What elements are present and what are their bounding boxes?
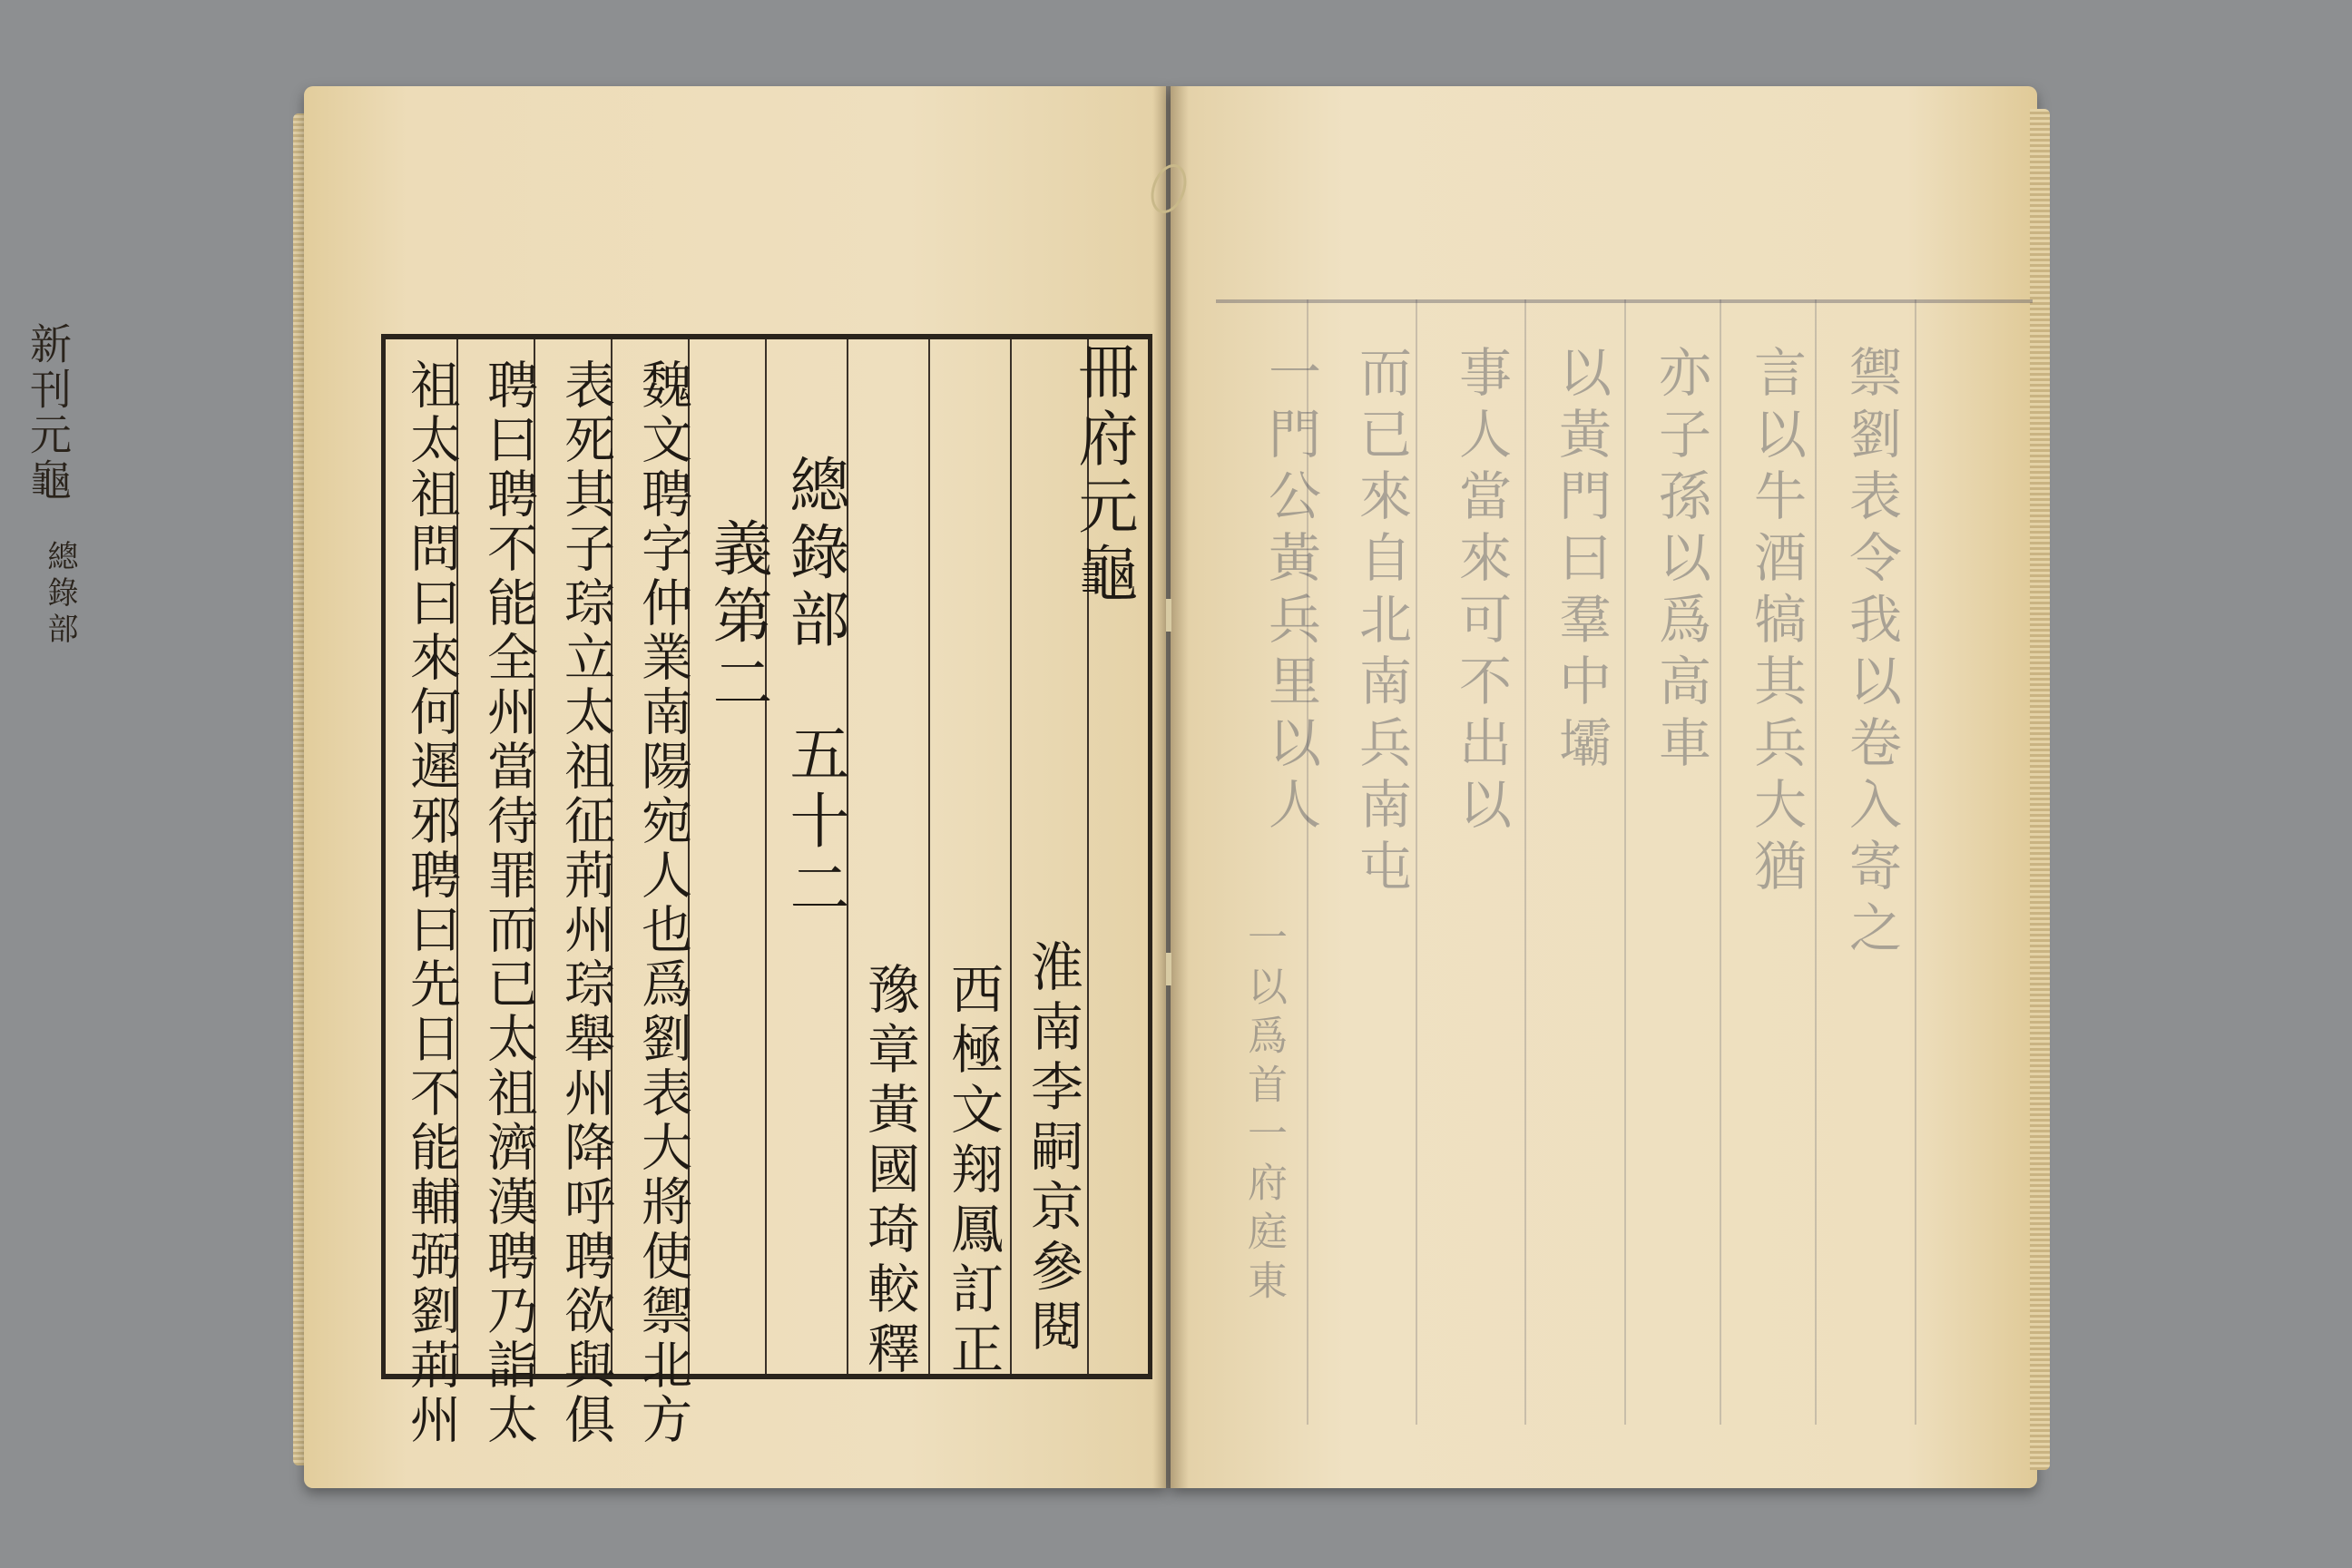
chapter-heading: 義第二: [702, 517, 772, 719]
work-title: 冊府元龜: [1068, 340, 1138, 609]
volume-heading: 總錄部 五十二: [779, 454, 849, 924]
frame-rule-left: [381, 339, 386, 1374]
bleed-through-text: 言以牛酒犒其兵大猶: [1745, 345, 1807, 900]
bleed-through-text: 一以爲首一府庭東: [1240, 916, 1287, 1308]
ghost-rule: [1720, 299, 1721, 1425]
bleed-through-text: 亦子孫以爲高車: [1650, 345, 1711, 777]
body-column: 表死其子琮立太祖征荊州琮舉州降呼聘欲與俱: [556, 358, 615, 1447]
proofer-credit: 豫章黃國琦較釋: [858, 962, 920, 1381]
bleed-through-text: 以黃門曰羣中壩: [1550, 345, 1612, 777]
margin-section-label: 總錄部: [42, 540, 78, 649]
binding-stitch: [1166, 953, 1171, 985]
ghost-rule: [1915, 299, 1916, 1425]
frame-rule: [765, 339, 767, 1374]
book-gutter: [1152, 86, 1189, 1488]
bleed-through-text: 而已來自北南兵南屯: [1350, 345, 1412, 900]
frame-rule-right: [1148, 339, 1152, 1374]
binding-stitch: [1166, 599, 1171, 632]
body-column: 聘曰聘不能全州當待罪而已太祖濟漢聘乃詣太: [479, 358, 538, 1447]
body-column: 魏文聘字仲業南陽宛人也爲劉表大將使禦北方: [633, 358, 692, 1447]
ghost-rule: [1624, 299, 1626, 1425]
bleed-through-text: 一門公黃兵里以人: [1259, 345, 1321, 838]
bleed-through-text: 禦劉表令我以卷入寄之: [1840, 345, 1902, 962]
ghost-rule: [1815, 299, 1817, 1425]
editor-credit: 西極文翔鳳訂正: [942, 962, 1004, 1381]
right-page-edges: [2030, 109, 2050, 1470]
frame-rule: [928, 339, 930, 1374]
bleed-through-text: 事人當來可不出以: [1450, 345, 1512, 838]
ghost-rule: [1524, 299, 1526, 1425]
compiler-credit: 淮南李嗣京參閱: [1022, 939, 1083, 1358]
body-column: 祖太祖問曰來何遲邪聘曰先日不能輔弼劉荊州: [402, 358, 461, 1447]
margin-book-title: 新刊元龜: [24, 322, 73, 504]
